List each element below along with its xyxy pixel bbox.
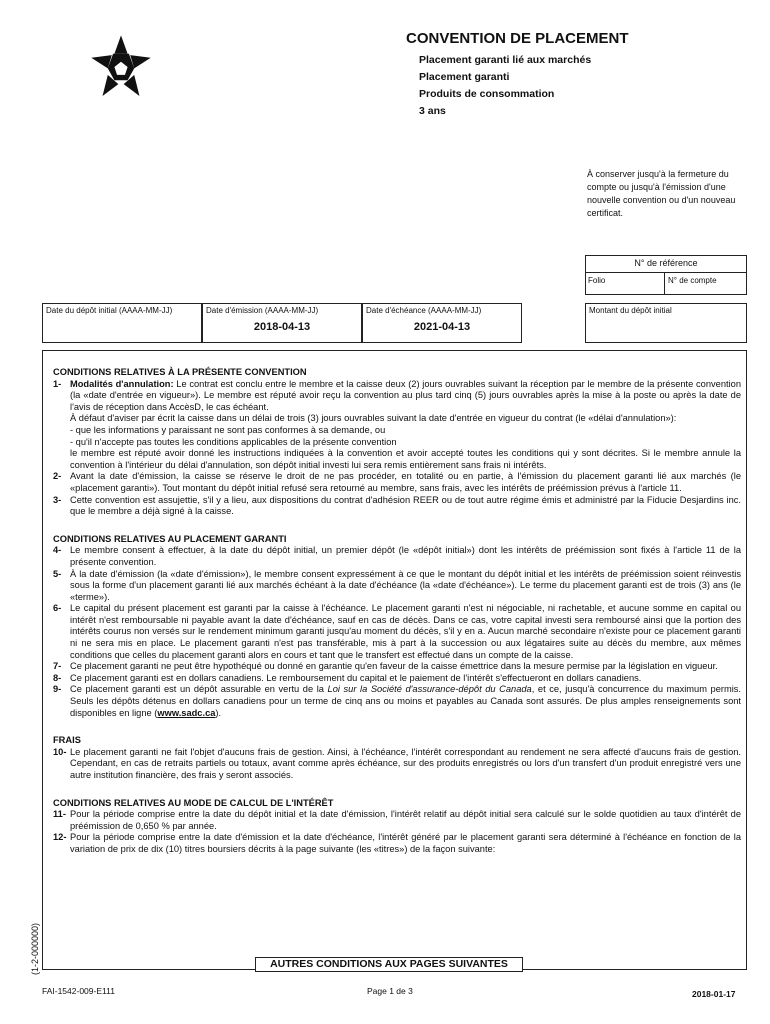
section-title: CONDITIONS RELATIVES À LA PRÉSENTE CONVENTION <box>53 367 307 377</box>
condition-item <box>53 603 741 661</box>
subtitle-line: Produits de consommation <box>419 88 555 100</box>
document-title: CONVENTION DE PLACEMENT <box>406 30 629 47</box>
item-number: 11- <box>53 809 66 820</box>
item-text: Ce placement garanti ne peut être hypothéqué ou donné en garantie qu'en faveur de la caisse émettrice dans la mesure permise par la législation en vigueur. <box>70 661 718 672</box>
condition-item <box>53 747 741 782</box>
issue-date-value: 2018-04-13 <box>253 321 311 333</box>
item-number: 7- <box>53 661 62 672</box>
subtitle-line: 3 ans <box>419 105 446 117</box>
initial-amount-label: Montant du dépôt initial <box>589 306 672 315</box>
item-text: - que les informations y paraissant ne sont pas conformes à sa demande, ou <box>70 424 386 435</box>
condition-item <box>53 379 741 472</box>
item-number: 10- <box>53 746 67 757</box>
condition-item <box>53 673 741 685</box>
subtitle-line: Placement garanti lié aux marchés <box>419 54 592 66</box>
folio-label: Folio <box>588 276 606 285</box>
item-number: 5- <box>53 568 62 579</box>
condition-item <box>53 569 741 604</box>
item-text: À défaut d'aviser par écrit la caisse dans un délai de trois (3) jours ouvrables suivant la date d'entrée en vigueur du contrat (le «délai d'annulation»): <box>70 413 677 424</box>
condition-item <box>53 495 741 518</box>
item-text: Le placement garanti ne fait l'objet d'aucuns frais de gestion. Ainsi, à l'échéance, l'intérêt correspondant au rendement ne sera affecté d'aucuns frais de gestion. Cependant, en cas de retraits partiels ou totaux, avant comme après échéance, sur des produits enregistrés ou lors d'un transfert d'un produit enregistré vers une autre institution financière, des frais y seront associés. <box>70 746 741 780</box>
item-text: Le capital du présent placement est garanti par la caisse à l'échéance. Le placement garanti n'est ni négociable, ni rachetable, et aucune somme en capital ou intérêt n'est remboursable ni payable avant la date d'échéance, sauf en cas de décès. Dans ce cas, votre capital investi sera remboursé ainsi que la portion des intérêts courus non versés sur le rendement minimum garanti jusqu'au moment du décès, s'il y en a. Aucun marché secondaire n'existe pour ce placement garanti ni ne sera mis en place. Le placement garanti n'est pas transférable, mis à part à la succession ou aux légataires suite au décès du membre, aux mêmes conditions que celles du placement garanti alors en cours et tant que le transfert est effectué dans un compte de la caisse. <box>70 603 741 660</box>
item-text: Le membre consent à effectuer, à la date du dépôt initial, un premier dépôt (le «dépôt initial») dont les intérêts de préémission sont fixés à l'article 11 de la présente convention. <box>70 545 741 567</box>
condition-item <box>53 545 741 568</box>
next-pages-banner: AUTRES CONDITIONS AUX PAGES SUIVANTES <box>255 957 523 972</box>
section-title: CONDITIONS RELATIVES AU PLACEMENT GARANTI <box>53 533 287 544</box>
item-text: Avant la date d'émission, la caisse se réserve le droit de ne pas procéder, en totalité ou en partie, à l'émission du placement garanti lié aux marchés (le «placement garanti»). Tout montant du dépôt initial refusé sera retourné au membre, sans frais, avec les intérêts de préémission prévus à l'article 11. <box>70 471 741 493</box>
sadc-link[interactable]: www.sadc.ca <box>157 707 216 718</box>
section-title: CONDITIONS RELATIVES AU MODE DE CALCUL DE L'INTÉRÊT <box>53 797 334 808</box>
retention-note: À conserver jusqu'à la fermeture du compte ou jusqu'à l'émission d'une nouvelle convention ou d'un nouveau certificat. <box>587 169 736 218</box>
product-subtitles <box>419 52 591 120</box>
item-text: Le contrat est conclu entre le membre et la caisse deux (2) jours ouvrables suivant la réception par le membre de la présente convention (la «date d'entrée en vigueur»). Le membre est réputé avoir reçu la convention au plus tard cinq (5) jours ouvrables après la mise à la poste ou après la date de l'avis de réception dans AccèsD, le cas échéant. <box>70 378 741 412</box>
item-number: 6- <box>53 603 62 614</box>
reference-title: N° de référence <box>634 258 698 268</box>
form-code: FAI-1542-009-E111 <box>42 986 115 996</box>
item-text: À la date d'émission (la «date d'émission»), le membre consent expressément à ce que le montant du dépôt initial et les intérêts de préémission soient réinvestis sous la forme d'un placement garanti lié aux marchés échéant à la date d'échéance (la «date d'échéance»). Le terme du placement garanti est de trois (3) ans (le «terme»). <box>70 568 741 602</box>
condition-item <box>53 684 741 719</box>
item-text: Pour la période comprise entre la date d'émission et la date d'échéance, l'intérêt généré par le placement garanti sera déterminé à l'échéance en fonction de la variation de prix de dix (10) titres boursiers décrits à la page suivante (les «titres») de la façon suivante: <box>70 832 741 854</box>
subtitle-line: Placement garanti <box>419 71 510 83</box>
conditions-content <box>53 367 741 856</box>
initial-deposit-date-label: Date du dépôt initial (AAAA-MM-JJ) <box>46 306 173 315</box>
item-number: 1- <box>53 378 62 389</box>
maturity-date-label: Date d'échéance (AAAA-MM-JJ) <box>366 306 482 315</box>
issue-date-label: Date d'émission (AAAA-MM-JJ) <box>206 306 319 315</box>
item-number: 4- <box>53 545 62 556</box>
page-number: Page 1 de 3 <box>367 986 413 996</box>
condition-item <box>53 809 741 832</box>
item-text: Pour la période comprise entre la date du dépôt initial et la date d'émission, l'intérêt relatif au dépôt initial sera calculé sur le solde quotidien au taux d'intérêt de préémission de 0,650 % par année. <box>70 809 741 831</box>
item-number: 8- <box>53 672 62 683</box>
item-text: Ce placement garanti est en dollars canadiens. Le remboursement du capital et le paiement de l'intérêt s'effectueront en dollars canadiens. <box>70 672 642 683</box>
item-number: 9- <box>53 684 62 695</box>
revision-date: 2018-01-17 <box>692 989 736 999</box>
item-number: 3- <box>53 494 62 505</box>
condition-item <box>53 661 741 673</box>
item-number: 12- <box>53 832 67 843</box>
desjardins-star-logo-icon <box>88 34 154 100</box>
condition-item <box>53 832 741 855</box>
account-number-label: N° de compte <box>668 276 717 285</box>
item-text: - qu'il n'accepte pas toutes les conditions applicables de la présente convention <box>70 436 397 447</box>
vertical-form-code: (1-2-000000) <box>30 922 40 975</box>
item-text: Cette convention est assujettie, s'il y a lieu, aux dispositions du contrat d'adhésion REER ou de tout autre régime émis et administré par la Fiducie Desjardins inc. que le membre a déjà signé à la caisse. <box>70 494 741 517</box>
divider <box>664 272 665 295</box>
condition-item <box>53 471 741 494</box>
item-bold-lead: Modalités d'annulation: <box>70 378 174 389</box>
item-text: ). <box>215 707 222 718</box>
maturity-date-value: 2021-04-13 <box>413 321 471 333</box>
divider <box>585 272 747 273</box>
law-title: Loi sur la Société d'assurance-dépôt du Canada <box>327 684 532 695</box>
item-number: 2- <box>53 471 62 482</box>
item-text: le membre est réputé avoir donné les instructions indiquées à la convention et avoir accepté toutes les conditions qui y sont décrites. Si le membre annule la convention à l'intérieur du délai d'annulation, son dépôt initial investi lui sera remis entièrement sans frais ni intérêts. <box>70 448 741 470</box>
section-title: FRAIS <box>53 735 81 746</box>
item-text: Ce placement garanti est un dépôt assurable en vertu de la <box>70 684 328 695</box>
item-text: , et ce, jusqu'à concurrence du maximum permis. Seuls les dépôts détenus en dollars canadiens pour un terme de cinq ans ou moins et payables au Canada sont assurés. De plus amples renseignements sont disponibles en ligne ( <box>70 684 742 718</box>
